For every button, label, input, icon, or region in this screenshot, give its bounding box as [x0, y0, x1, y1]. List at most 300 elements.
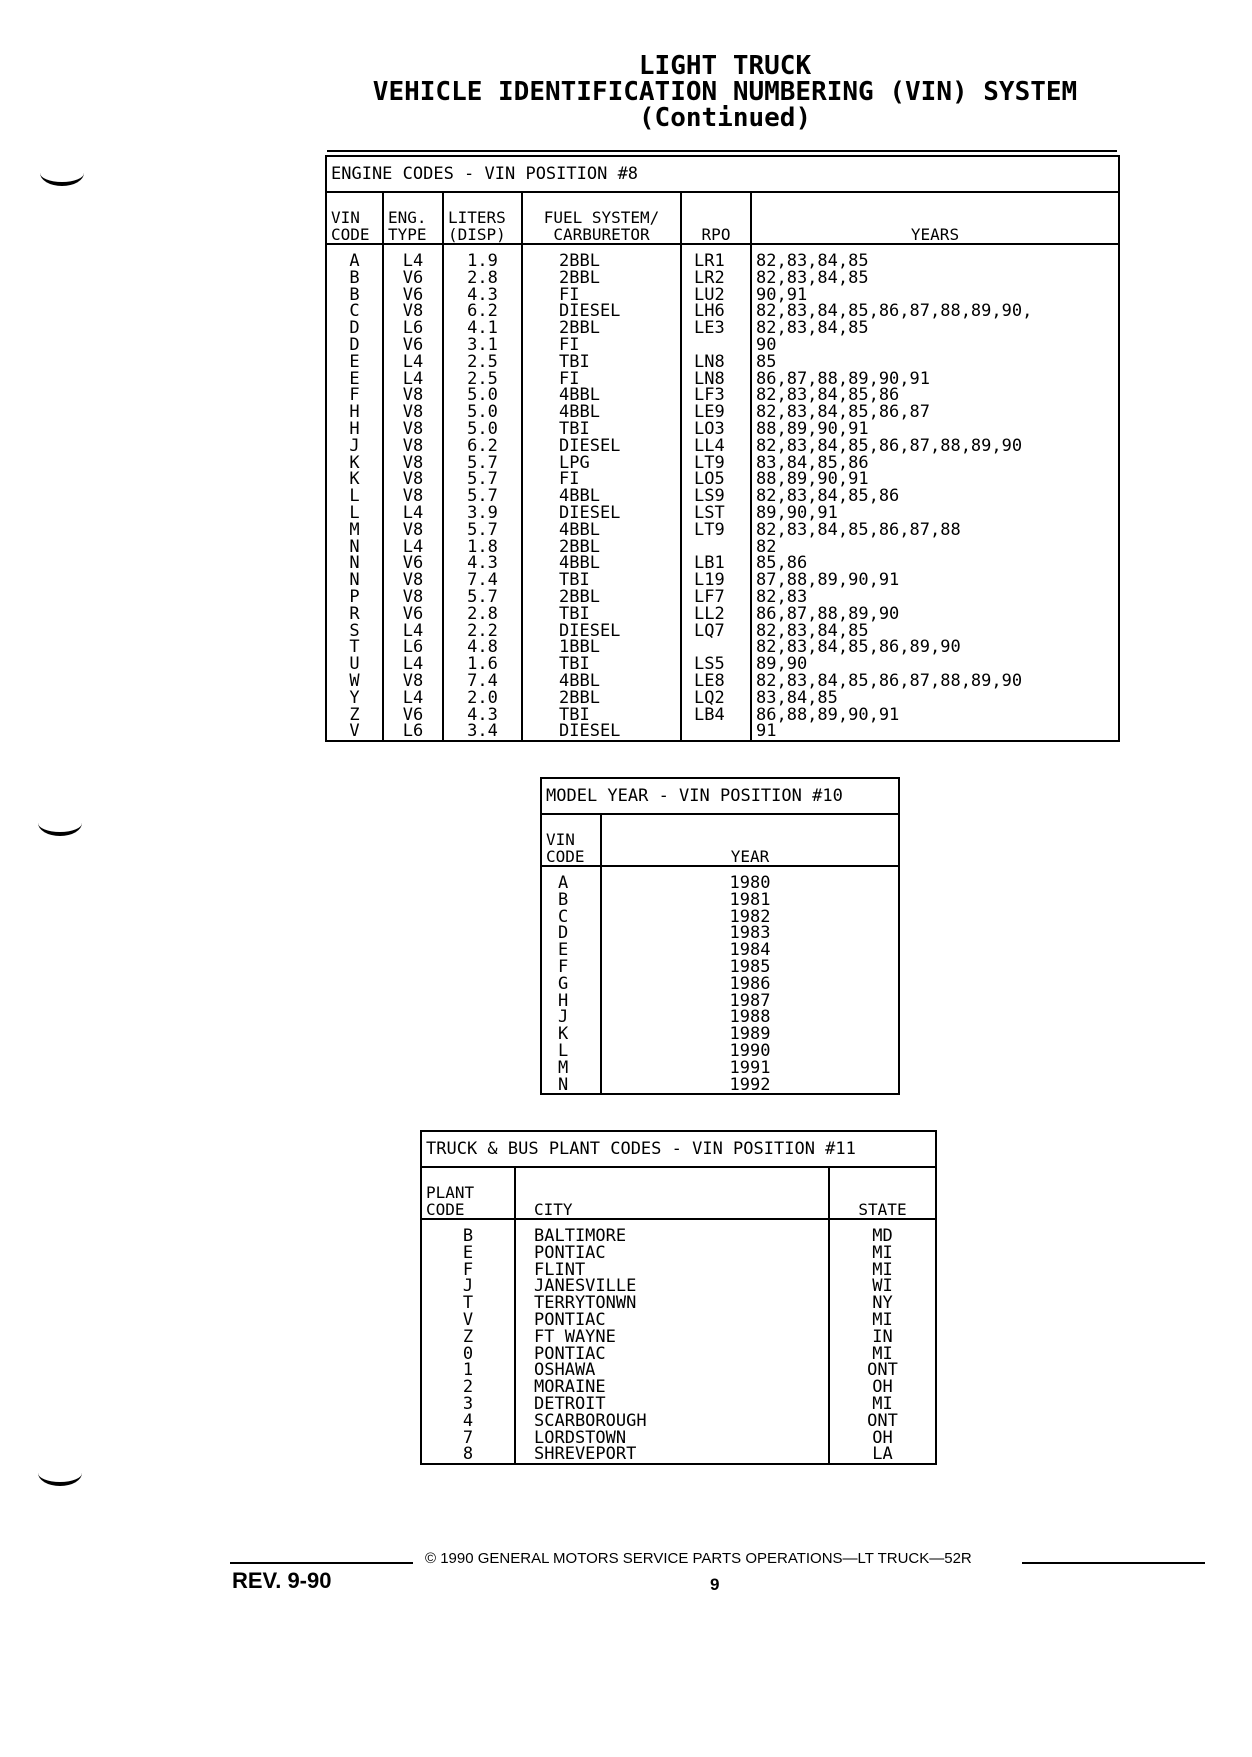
vin-code: H: [541, 993, 601, 1010]
plant-code: 4: [421, 1413, 515, 1430]
engine-type: V8: [383, 572, 443, 589]
years: 82,83,84,85,86,87: [751, 404, 1119, 421]
fuel-system: 1BBL: [522, 639, 681, 656]
liters: 4.3: [443, 287, 522, 304]
plant-row: [421, 1362, 936, 1379]
plant-code: E: [421, 1245, 515, 1262]
years: 86,87,88,89,90: [751, 606, 1119, 623]
liters: 4.1: [443, 320, 522, 337]
vin-code: E: [326, 371, 383, 388]
liters: 5.7: [443, 522, 522, 539]
liters: 2.5: [443, 354, 522, 371]
vin-code: E: [326, 354, 383, 371]
fuel-system: TBI: [522, 707, 681, 724]
vin-code: D: [326, 320, 383, 337]
fuel-system: DIESEL: [522, 723, 681, 741]
state: IN: [829, 1329, 936, 1346]
model-year-row: [541, 1043, 899, 1060]
rpo: LT9: [681, 522, 751, 539]
binder-hole-mark: [38, 810, 82, 836]
vin-code: F: [541, 959, 601, 976]
engine-type: L4: [383, 656, 443, 673]
footer-revision: REV. 9-90: [232, 1568, 332, 1593]
liters: 5.0: [443, 421, 522, 438]
fuel-system: LPG: [522, 455, 681, 472]
vin-code: H: [326, 404, 383, 421]
footer-rule-left: [230, 1562, 413, 1564]
liters: 1.9: [443, 253, 522, 270]
model-year-row: [541, 976, 899, 993]
years: 89,90: [751, 656, 1119, 673]
model-year-row: [541, 909, 899, 926]
engine-row: [326, 707, 1119, 724]
years: 82,83,84,85: [751, 270, 1119, 287]
engine-type: V8: [383, 421, 443, 438]
state: OH: [829, 1430, 936, 1447]
years: 88,89,90,91: [751, 421, 1119, 438]
years: 82,83,84,85,86,87,88,89,90: [751, 438, 1119, 455]
plant-code: B: [421, 1228, 515, 1245]
years: 91: [751, 723, 1119, 741]
years: 82,83,84,85,86: [751, 488, 1119, 505]
years: 82,83,84,85,86,87,88: [751, 522, 1119, 539]
liters: 7.4: [443, 673, 522, 690]
fuel-system: TBI: [522, 421, 681, 438]
rpo: LO3: [681, 421, 751, 438]
vin-code: L: [541, 1043, 601, 1060]
plant-code: 2: [421, 1379, 515, 1396]
engine-type: L4: [383, 539, 443, 556]
engine-type: V6: [383, 337, 443, 354]
fuel-system: FI: [522, 471, 681, 488]
engine-type: V8: [383, 404, 443, 421]
engine-type: V8: [383, 438, 443, 455]
model-year-table: [540, 777, 900, 1095]
engine-type: V8: [383, 522, 443, 539]
liters: 2.5: [443, 371, 522, 388]
year: 1992: [601, 1077, 899, 1095]
rpo: LS9: [681, 488, 751, 505]
engine-type: L4: [383, 505, 443, 522]
engine-type: L4: [383, 354, 443, 371]
vin-code: B: [326, 270, 383, 287]
plant-code: J: [421, 1278, 515, 1295]
model-year-row: [541, 1060, 899, 1077]
city: LORDSTOWN: [515, 1430, 829, 1447]
plant-code: T: [421, 1295, 515, 1312]
city: FT WAYNE: [515, 1329, 829, 1346]
years: 82,83,84,85: [751, 623, 1119, 640]
plant-codes-table: [420, 1130, 937, 1465]
rpo: LO5: [681, 471, 751, 488]
years: 86,87,88,89,90,91: [751, 371, 1119, 388]
plant-code: 3: [421, 1396, 515, 1413]
model-year-row: [541, 1077, 899, 1095]
model-year-row: [541, 1026, 899, 1043]
years: 82,83,84,85,86,87,88,89,90: [751, 673, 1119, 690]
binder-hole-mark: [38, 1460, 82, 1486]
city: DETROIT: [515, 1396, 829, 1413]
fuel-system: 4BBL: [522, 488, 681, 505]
footer-rule-right: [1022, 1562, 1205, 1564]
vin-code: L: [326, 488, 383, 505]
rpo: [681, 723, 751, 741]
model-year-row: [541, 925, 899, 942]
footer-copyright: © 1990 GENERAL MOTORS SERVICE PARTS OPERATIONS—LT TRUCK—52R: [425, 1550, 972, 1567]
plant-row: [421, 1262, 936, 1279]
liters: 4.3: [443, 555, 522, 572]
year: 1981: [601, 892, 899, 909]
vin-code: C: [326, 303, 383, 320]
engine-header-vin-code: VIN CODE: [326, 192, 383, 244]
city: FLINT: [515, 1262, 829, 1279]
fuel-system: DIESEL: [522, 438, 681, 455]
plant-row: [421, 1228, 936, 1245]
rpo: LR1: [681, 253, 751, 270]
engine-type: V8: [383, 303, 443, 320]
engine-table-caption: ENGINE CODES - VIN POSITION #8: [326, 156, 1119, 192]
years: 88,89,90,91: [751, 471, 1119, 488]
plant-row: [421, 1245, 936, 1262]
liters: 3.4: [443, 723, 522, 741]
engine-header-rpo: RPO: [681, 192, 751, 244]
year-table-caption: MODEL YEAR - VIN POSITION #10: [541, 778, 899, 814]
liters: 1.6: [443, 656, 522, 673]
plant-code: 8: [421, 1446, 515, 1464]
liters: 2.8: [443, 270, 522, 287]
state: MD: [829, 1228, 936, 1245]
fuel-system: FI: [522, 371, 681, 388]
fuel-system: 2BBL: [522, 539, 681, 556]
rpo: LF3: [681, 387, 751, 404]
rpo: LN8: [681, 371, 751, 388]
engine-type: V6: [383, 606, 443, 623]
fuel-system: 4BBL: [522, 555, 681, 572]
liters: 1.8: [443, 539, 522, 556]
plant-row: [421, 1413, 936, 1430]
fuel-system: TBI: [522, 656, 681, 673]
engine-type: V8: [383, 455, 443, 472]
plant-header-code: PLANT CODE: [421, 1167, 515, 1219]
fuel-system: DIESEL: [522, 303, 681, 320]
liters: 5.7: [443, 488, 522, 505]
plant-row: [421, 1278, 936, 1295]
vin-code: N: [326, 555, 383, 572]
vin-code: P: [326, 589, 383, 606]
rpo: LE9: [681, 404, 751, 421]
liters: 5.7: [443, 589, 522, 606]
years: 89,90,91: [751, 505, 1119, 522]
plant-row: [421, 1312, 936, 1329]
vin-code: K: [326, 455, 383, 472]
engine-type: V8: [383, 471, 443, 488]
liters: 5.0: [443, 387, 522, 404]
year: 1988: [601, 1009, 899, 1026]
years: 82,83,84,85: [751, 320, 1119, 337]
engine-type: V8: [383, 387, 443, 404]
engine-header-eng-type: ENG. TYPE: [383, 192, 443, 244]
state: MI: [829, 1396, 936, 1413]
liters: 6.2: [443, 438, 522, 455]
vin-code: A: [326, 253, 383, 270]
year: 1990: [601, 1043, 899, 1060]
engine-type: L4: [383, 371, 443, 388]
years: 83,84,85,86: [751, 455, 1119, 472]
fuel-system: 4BBL: [522, 387, 681, 404]
liters: 2.8: [443, 606, 522, 623]
vin-code: D: [541, 925, 601, 942]
year: 1980: [601, 875, 899, 892]
engine-codes-table: [325, 155, 1120, 742]
engine-row: [326, 690, 1119, 707]
vin-code: J: [541, 1009, 601, 1026]
city: BALTIMORE: [515, 1228, 829, 1245]
years: 82: [751, 539, 1119, 556]
year: 1989: [601, 1026, 899, 1043]
city: MORAINE: [515, 1379, 829, 1396]
fuel-system: 2BBL: [522, 270, 681, 287]
engine-type: V8: [383, 488, 443, 505]
fuel-system: FI: [522, 337, 681, 354]
vin-code: K: [326, 471, 383, 488]
year: 1991: [601, 1060, 899, 1077]
vin-code: U: [326, 656, 383, 673]
state: MI: [829, 1312, 936, 1329]
model-year-row: [541, 892, 899, 909]
rpo: LH6: [681, 303, 751, 320]
engine-type: L6: [383, 723, 443, 741]
binder-hole-mark: [40, 160, 84, 186]
liters: 5.7: [443, 471, 522, 488]
liters: 5.7: [443, 455, 522, 472]
plant-code: F: [421, 1262, 515, 1279]
city: OSHAWA: [515, 1362, 829, 1379]
city: JANESVILLE: [515, 1278, 829, 1295]
vin-code: J: [326, 438, 383, 455]
engine-header-fuel-system: FUEL SYSTEM/ CARBURETOR: [522, 192, 681, 244]
plant-code: V: [421, 1312, 515, 1329]
vin-code: F: [326, 387, 383, 404]
liters: 2.2: [443, 623, 522, 640]
vin-code: E: [541, 942, 601, 959]
engine-row: [326, 320, 1119, 337]
years: 82,83,84,85: [751, 253, 1119, 270]
fuel-system: 2BBL: [522, 253, 681, 270]
city: PONTIAC: [515, 1312, 829, 1329]
plant-row: [421, 1430, 936, 1447]
vin-code: N: [326, 572, 383, 589]
plant-row: [421, 1329, 936, 1346]
year: 1983: [601, 925, 899, 942]
engine-type: V6: [383, 555, 443, 572]
liters: 3.1: [443, 337, 522, 354]
vin-code: M: [541, 1060, 601, 1077]
state: LA: [829, 1446, 936, 1464]
plant-row: [421, 1446, 936, 1464]
fuel-system: DIESEL: [522, 623, 681, 640]
years: 83,84,85: [751, 690, 1119, 707]
liters: 4.8: [443, 639, 522, 656]
engine-row: [326, 623, 1119, 640]
rpo: LQ7: [681, 623, 751, 640]
city: SCARBOROUGH: [515, 1413, 829, 1430]
title-line-3: (Continued): [638, 103, 812, 133]
rpo: LR2: [681, 270, 751, 287]
state: ONT: [829, 1362, 936, 1379]
rpo: LS5: [681, 656, 751, 673]
model-year-row: [541, 942, 899, 959]
engine-type: L4: [383, 253, 443, 270]
plant-table-caption: TRUCK & BUS PLANT CODES - VIN POSITION #11: [421, 1131, 936, 1167]
rpo: LL2: [681, 606, 751, 623]
rpo: LE8: [681, 673, 751, 690]
title-line-1: LIGHT TRUCK: [638, 51, 812, 81]
plant-row: [421, 1295, 936, 1312]
rpo: LT9: [681, 455, 751, 472]
vin-code: D: [326, 337, 383, 354]
vin-code: M: [326, 522, 383, 539]
engine-table-top-rule: [327, 150, 1117, 152]
vin-code: V: [326, 723, 383, 741]
engine-type: L4: [383, 690, 443, 707]
vin-code: B: [326, 287, 383, 304]
plant-row: [421, 1379, 936, 1396]
engine-type: L4: [383, 623, 443, 640]
liters: 5.0: [443, 404, 522, 421]
rpo: LQ2: [681, 690, 751, 707]
rpo: LB4: [681, 707, 751, 724]
state: NY: [829, 1295, 936, 1312]
engine-type: V6: [383, 707, 443, 724]
rpo: LE3: [681, 320, 751, 337]
city: SHREVEPORT: [515, 1446, 829, 1464]
fuel-system: FI: [522, 287, 681, 304]
plant-row: [421, 1346, 936, 1363]
state: ONT: [829, 1413, 936, 1430]
fuel-system: 2BBL: [522, 320, 681, 337]
fuel-system: 4BBL: [522, 673, 681, 690]
fuel-system: 2BBL: [522, 589, 681, 606]
year: 1982: [601, 909, 899, 926]
years: 82,83,84,85,86,89,90: [751, 639, 1119, 656]
vin-code: W: [326, 673, 383, 690]
fuel-system: TBI: [522, 572, 681, 589]
year: 1984: [601, 942, 899, 959]
liters: 6.2: [443, 303, 522, 320]
vin-code: N: [541, 1077, 601, 1095]
city: TERRYTONWN: [515, 1295, 829, 1312]
vin-code: N: [326, 539, 383, 556]
fuel-system: TBI: [522, 354, 681, 371]
vin-code: A: [541, 875, 601, 892]
engine-type: V8: [383, 673, 443, 690]
vin-code: K: [541, 1026, 601, 1043]
vin-code: C: [541, 909, 601, 926]
plant-code: 1: [421, 1362, 515, 1379]
model-year-row: [541, 993, 899, 1010]
vin-code: S: [326, 623, 383, 640]
engine-row: [326, 606, 1119, 623]
years: 90,91: [751, 287, 1119, 304]
plant-code: 0: [421, 1346, 515, 1363]
fuel-system: 4BBL: [522, 522, 681, 539]
engine-type: V8: [383, 589, 443, 606]
plant-header-city: CITY: [515, 1167, 829, 1219]
engine-row: [326, 723, 1119, 741]
vin-code: Y: [326, 690, 383, 707]
years: 85,86: [751, 555, 1119, 572]
engine-type: V6: [383, 270, 443, 287]
fuel-system: DIESEL: [522, 505, 681, 522]
rpo: LL4: [681, 438, 751, 455]
years: 86,88,89,90,91: [751, 707, 1119, 724]
vin-code: T: [326, 639, 383, 656]
vin-code: Z: [326, 707, 383, 724]
state: MI: [829, 1245, 936, 1262]
engine-header-liters: LITERS (DISP): [443, 192, 522, 244]
fuel-system: TBI: [522, 606, 681, 623]
rpo: LB1: [681, 555, 751, 572]
rpo: LN8: [681, 354, 751, 371]
model-year-row: [541, 959, 899, 976]
plant-code: Z: [421, 1329, 515, 1346]
fuel-system: 2BBL: [522, 690, 681, 707]
engine-type: L6: [383, 320, 443, 337]
liters: 7.4: [443, 572, 522, 589]
fuel-system: 4BBL: [522, 404, 681, 421]
model-year-row: [541, 1009, 899, 1026]
year: 1985: [601, 959, 899, 976]
state: WI: [829, 1278, 936, 1295]
state: MI: [829, 1262, 936, 1279]
liters: 3.9: [443, 505, 522, 522]
plant-header-state: STATE: [829, 1167, 936, 1219]
plant-row: [421, 1396, 936, 1413]
rpo: LST: [681, 505, 751, 522]
rpo: LU2: [681, 287, 751, 304]
liters: 2.0: [443, 690, 522, 707]
liters: 4.3: [443, 707, 522, 724]
year-header-year: YEAR: [601, 814, 899, 866]
rpo: L19: [681, 572, 751, 589]
years: 82,83,84,85,86: [751, 387, 1119, 404]
engine-header-years: YEARS: [751, 192, 1119, 244]
vin-code: L: [326, 505, 383, 522]
vin-code: B: [541, 892, 601, 909]
engine-type: V6: [383, 287, 443, 304]
vin-code: H: [326, 421, 383, 438]
state: MI: [829, 1346, 936, 1363]
year-header-vin-code: VIN CODE: [541, 814, 601, 866]
years: 85: [751, 354, 1119, 371]
footer-page-number: 9: [710, 1575, 720, 1594]
city: PONTIAC: [515, 1245, 829, 1262]
model-year-row: [541, 875, 899, 892]
vin-code: R: [326, 606, 383, 623]
rpo: LF7: [681, 589, 751, 606]
title-line-2: VEHICLE IDENTIFICATION NUMBERING (VIN) SYSTEM: [372, 77, 1078, 107]
years: 82,83,84,85,86,87,88,89,90,: [751, 303, 1119, 320]
plant-code: 7: [421, 1430, 515, 1447]
year: 1986: [601, 976, 899, 993]
years: 82,83: [751, 589, 1119, 606]
engine-type: L6: [383, 639, 443, 656]
year: 1987: [601, 993, 899, 1010]
years: 90: [751, 337, 1119, 354]
engine-row: [326, 522, 1119, 539]
city: PONTIAC: [515, 1346, 829, 1363]
state: OH: [829, 1379, 936, 1396]
